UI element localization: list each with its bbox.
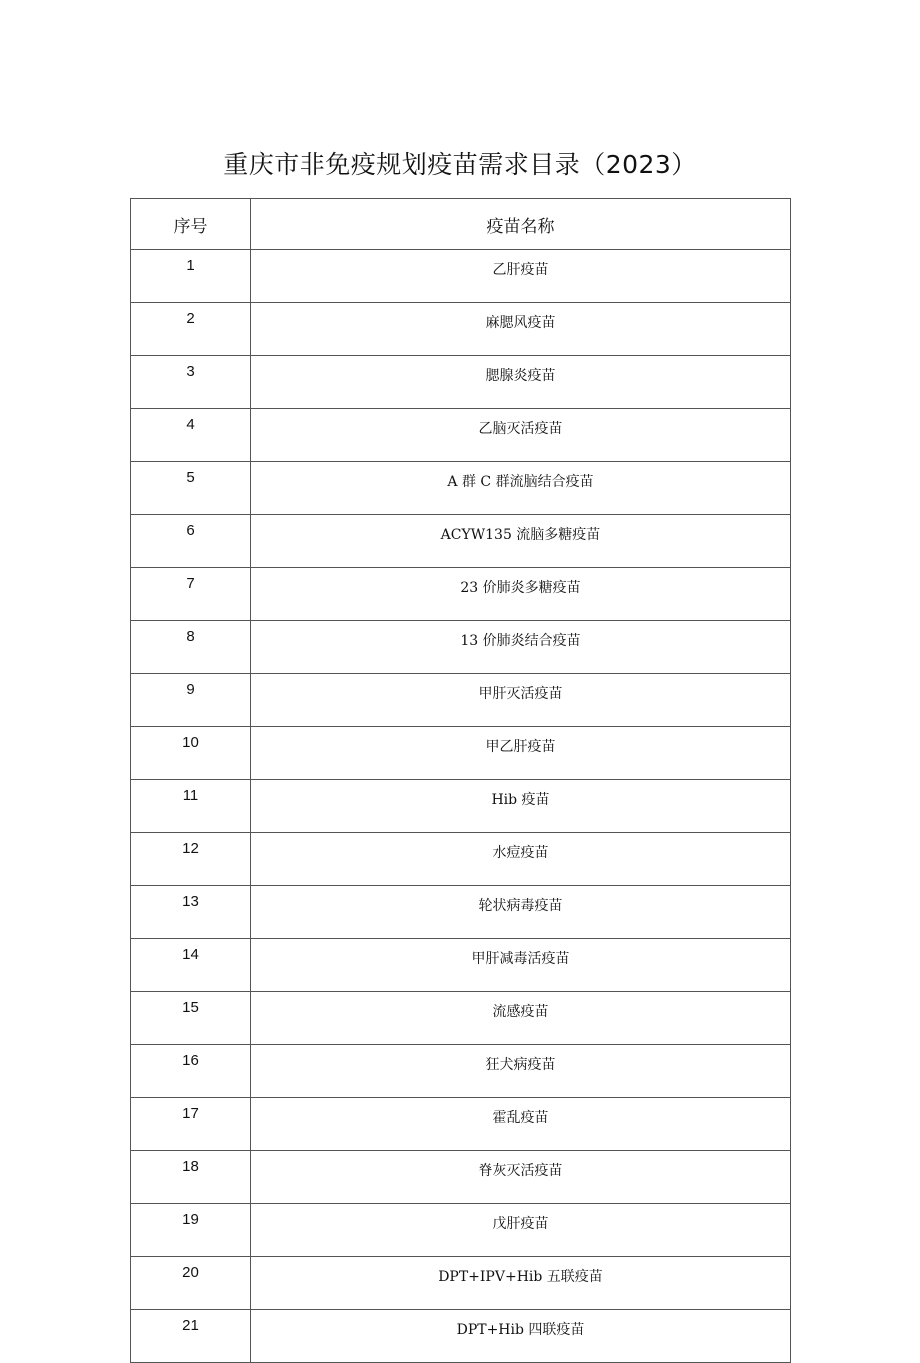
table-row <box>131 1204 791 1257</box>
row-index: 8 <box>131 621 251 674</box>
row-index: 1 <box>131 250 251 303</box>
row-vaccine-name: 腮腺炎疫苗 <box>251 356 791 409</box>
table-row <box>131 1257 791 1310</box>
table-row <box>131 250 791 303</box>
table-header-row <box>131 199 791 250</box>
row-index: 9 <box>131 674 251 727</box>
row-vaccine-name: 脊灰灭活疫苗 <box>251 1151 791 1204</box>
row-vaccine-name: 戊肝疫苗 <box>251 1204 791 1257</box>
header-index: 序号 <box>131 199 251 250</box>
row-vaccine-name: 轮状病毒疫苗 <box>251 886 791 939</box>
table-row <box>131 409 791 462</box>
table-row <box>131 1098 791 1151</box>
row-index: 11 <box>131 780 251 833</box>
row-vaccine-name: Hib 疫苗 <box>251 780 791 833</box>
row-vaccine-name: 甲乙肝疫苗 <box>251 727 791 780</box>
table-row <box>131 303 791 356</box>
row-index: 12 <box>131 833 251 886</box>
row-index: 15 <box>131 992 251 1045</box>
row-index: 5 <box>131 462 251 515</box>
row-vaccine-name: A 群 C 群流脑结合疫苗 <box>251 462 791 515</box>
row-vaccine-name: DPT+Hib 四联疫苗 <box>251 1310 791 1363</box>
row-index: 17 <box>131 1098 251 1151</box>
row-index: 3 <box>131 356 251 409</box>
vaccine-catalog-table <box>130 198 791 1363</box>
row-vaccine-name: 霍乱疫苗 <box>251 1098 791 1151</box>
table-row <box>131 780 791 833</box>
table-row <box>131 1151 791 1204</box>
header-vaccine-name: 疫苗名称 <box>251 199 791 250</box>
row-index: 20 <box>131 1257 251 1310</box>
row-index: 14 <box>131 939 251 992</box>
table-row <box>131 833 791 886</box>
row-vaccine-name: 23 价肺炎多糖疫苗 <box>251 568 791 621</box>
table-row <box>131 1310 791 1363</box>
row-vaccine-name: 13 价肺炎结合疫苗 <box>251 621 791 674</box>
row-vaccine-name: ACYW135 流脑多糖疫苗 <box>251 515 791 568</box>
table-row <box>131 939 791 992</box>
row-index: 18 <box>131 1151 251 1204</box>
row-index: 21 <box>131 1310 251 1363</box>
row-vaccine-name: 甲肝减毒活疫苗 <box>251 939 791 992</box>
table-body <box>131 250 791 1363</box>
row-index: 7 <box>131 568 251 621</box>
table-row <box>131 1045 791 1098</box>
table-row <box>131 674 791 727</box>
table-row <box>131 515 791 568</box>
table-row <box>131 462 791 515</box>
row-vaccine-name: 流感疫苗 <box>251 992 791 1045</box>
row-index: 16 <box>131 1045 251 1098</box>
row-vaccine-name: 乙脑灭活疫苗 <box>251 409 791 462</box>
row-index: 2 <box>131 303 251 356</box>
row-vaccine-name: DPT+IPV+Hib 五联疫苗 <box>251 1257 791 1310</box>
row-vaccine-name: 乙肝疫苗 <box>251 250 791 303</box>
row-vaccine-name: 甲肝灭活疫苗 <box>251 674 791 727</box>
row-index: 10 <box>131 727 251 780</box>
page-title: 重庆市非免疫规划疫苗需求目录（2023） <box>223 149 697 179</box>
row-vaccine-name: 水痘疫苗 <box>251 833 791 886</box>
row-vaccine-name: 狂犬病疫苗 <box>251 1045 791 1098</box>
row-vaccine-name: 麻腮风疫苗 <box>251 303 791 356</box>
row-index: 13 <box>131 886 251 939</box>
row-index: 6 <box>131 515 251 568</box>
row-index: 19 <box>131 1204 251 1257</box>
table-row <box>131 727 791 780</box>
table-row <box>131 886 791 939</box>
row-index: 4 <box>131 409 251 462</box>
table-row <box>131 568 791 621</box>
table-row <box>131 356 791 409</box>
table-row <box>131 992 791 1045</box>
table-row <box>131 621 791 674</box>
